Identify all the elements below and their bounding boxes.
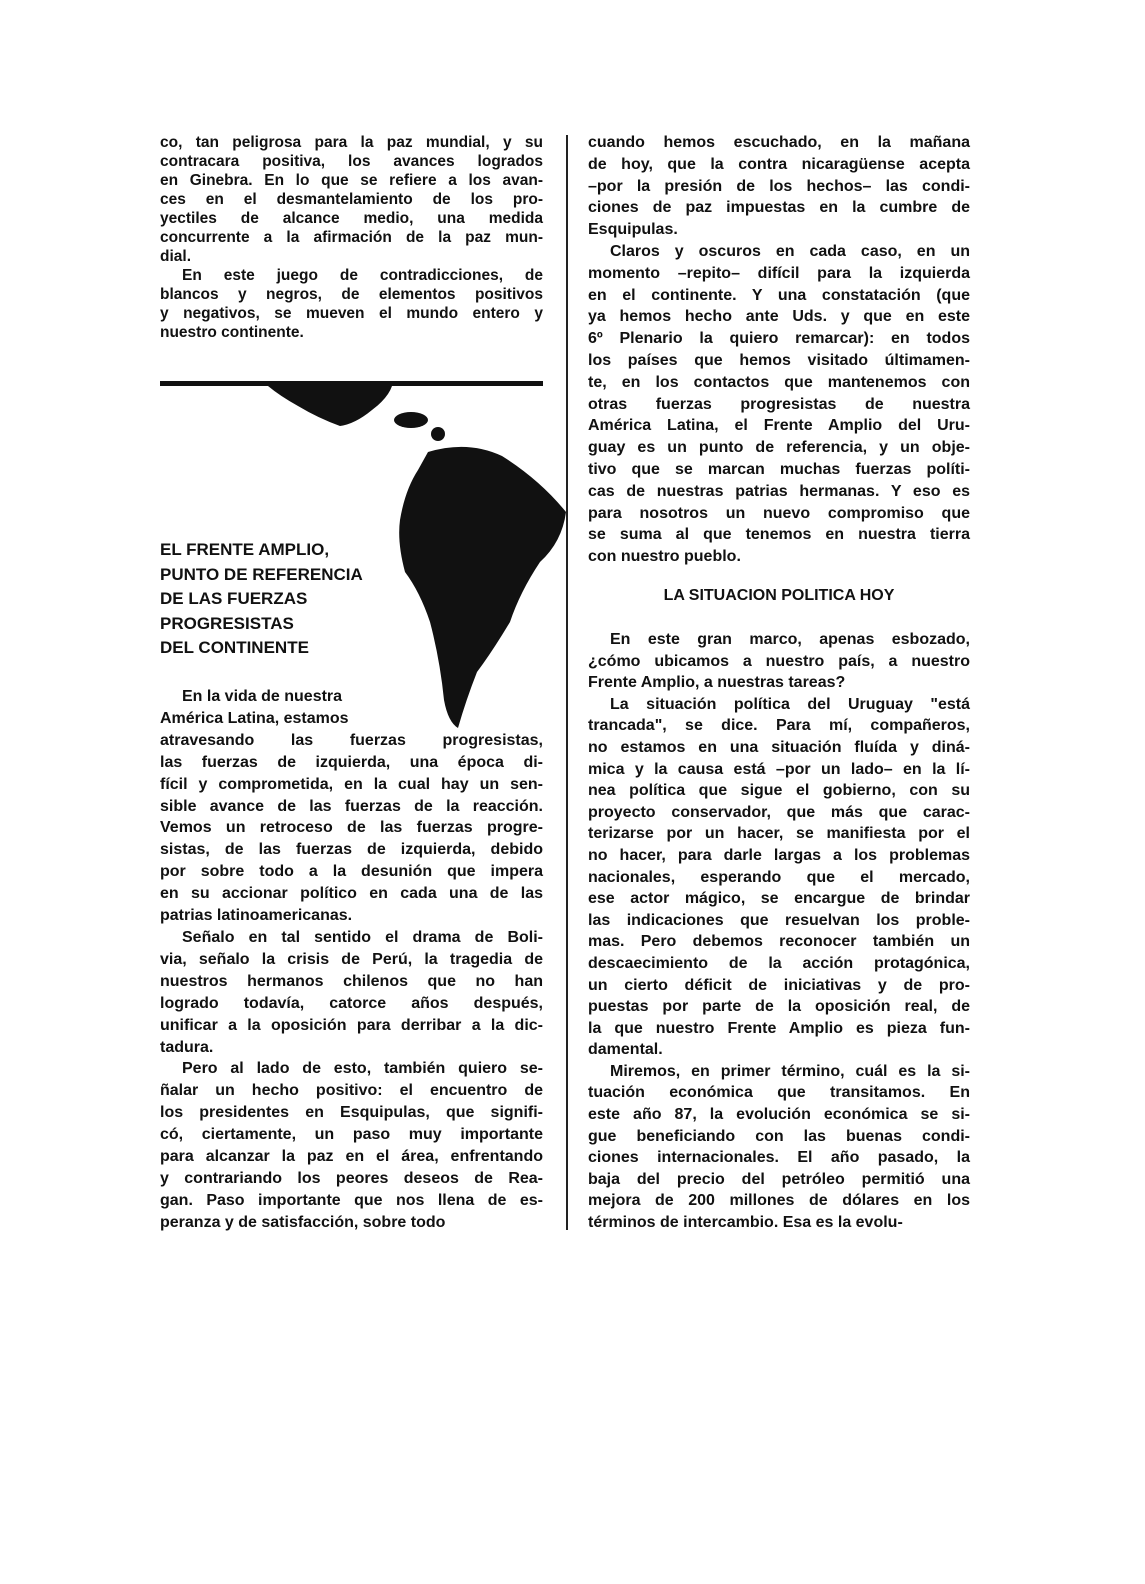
text-line: América Latina, estamos: [160, 709, 349, 727]
text-line: este año 87, la evolución económica se si-: [588, 1106, 970, 1124]
text-line: –por la presión de los hechos– las condi-: [588, 177, 970, 195]
text-line: términos de intercambio. Esa es la evolu-: [588, 1214, 903, 1232]
text-line: y negativos, se mueven el mundo entero y: [160, 305, 543, 322]
text-line: patrias latinoamericanas.: [160, 907, 353, 925]
text-line: En este gran marco, apenas esbozado,: [610, 631, 970, 648]
text-line: dial.: [160, 248, 192, 265]
text-line: ese actor mágico, se encargue de brindar: [588, 890, 970, 908]
text-line: terizarse por un hacer, se manifiesta por el: [588, 825, 970, 843]
text-line: nea política que sigue el gobierno, con su: [588, 782, 970, 800]
caribbean-island: [431, 427, 445, 441]
text-line: tadura.: [160, 1038, 214, 1056]
text-line: Esquipulas.: [588, 221, 678, 239]
text-line: via, señalo la crisis de Perú, la tragedia de: [160, 950, 543, 968]
text-line: ciones de paz impuestas en la cumbre de: [588, 199, 970, 217]
text-line: ¿cómo ubicamos a nuestro país, a nuestro: [588, 652, 970, 670]
text-line: América Latina, el Frente Amplio del Uru-: [588, 417, 970, 435]
text-line: tuación económica que transitamos. En: [588, 1084, 970, 1102]
text-line: la que nuestro Frente Amplio es pieza fun-: [588, 1019, 970, 1037]
paragraph: [160, 266, 543, 342]
text-line: unificar a la oposición para derribar a la dic-: [160, 1016, 543, 1034]
text-line: con nuestro pueblo.: [588, 548, 741, 566]
text-line: se suma al que tenemos en nuestra tierra: [588, 526, 970, 544]
paragraph: [588, 241, 970, 568]
paragraph: [160, 927, 543, 1058]
paragraph: [160, 1058, 543, 1233]
text-line: Claros y oscuros en cada caso, en un: [610, 242, 970, 260]
text-line: para alcanzar la paz en el área, enfrentando: [160, 1148, 543, 1166]
text-line: tivo que se marcan muchas fuerzas políti-: [588, 460, 970, 478]
right-column-body: [588, 629, 970, 1234]
text-line: en el continente. Y una constatación (que: [588, 286, 970, 304]
text-line: y contrariando los peores deseos de Rea-: [160, 1169, 543, 1187]
heading-line: DEL CONTINENTE: [160, 638, 309, 658]
text-line: ñalar un hecho positivo: el encuentro de: [160, 1082, 543, 1100]
left-column-body: [160, 686, 543, 1234]
text-line: cuando hemos escuchado, en la mañana: [588, 134, 970, 151]
paragraph: [588, 132, 970, 241]
section-rule: [160, 381, 543, 386]
text-line: ciones internacionales. El año pasado, la: [588, 1149, 970, 1167]
paragraph: [160, 686, 543, 927]
text-line: baja del precio del petróleo permitió una: [588, 1170, 970, 1188]
heading-line: EL FRENTE AMPLIO,: [160, 540, 330, 559]
text-line: los presidentes en Esquipulas, que signifi-: [160, 1104, 543, 1122]
column-divider: [566, 135, 568, 1230]
text-line: en Ginebra. En lo que se refiere a los avan-: [160, 172, 543, 189]
text-line: Frente Amplio, a nuestras tareas?: [588, 674, 846, 692]
text-line: atravesando las fuerzas progresistas,: [160, 731, 543, 749]
text-line: Señalo en tal sentido el drama de Boli-: [182, 928, 543, 946]
text-line: las indicaciones que resuelvan los proble-: [588, 911, 970, 929]
text-line: En la vida de nuestra: [182, 688, 343, 705]
text-line: peranza y de satisfacción, sobre todo: [160, 1213, 446, 1231]
heading-line: PUNTO DE REFERENCIA: [160, 564, 363, 584]
paragraph: [160, 133, 543, 266]
text-line: Vemos un retroceso de las fuerzas progre-: [160, 819, 543, 837]
text-line: gue beneficiando con las buenas condi-: [588, 1127, 970, 1145]
central-america-shape: [268, 386, 392, 426]
text-line: sible avance de las fuerzas de la reacción.: [160, 797, 543, 815]
text-line: contracara positiva, los avances logrados: [160, 153, 543, 170]
text-line: de hoy, que la contra nicaragüense acepta: [588, 155, 970, 173]
text-line: nuestros hermanos chilenos que no han: [160, 972, 543, 990]
text-line: La situación política del Uruguay "está: [610, 695, 970, 713]
text-line: las fuerzas de izquierda, una época di-: [160, 753, 543, 771]
text-line: sistas, de las fuerzas de izquierda, debido: [160, 841, 543, 859]
text-line: nacionales, esperando que el mercado,: [588, 868, 970, 886]
text-line: nuestro continente.: [160, 324, 304, 341]
text-line: te, en los contactos que mantenemos con: [588, 373, 970, 391]
text-line: co, tan peligrosa para la paz mundial, y su: [160, 134, 543, 151]
text-line: proyecto conservador, que más que carac-: [588, 803, 970, 821]
right-section-heading: LA SITUACION POLITICA HOY: [663, 587, 895, 604]
left-section-heading: [160, 538, 363, 661]
text-line: trancada", se dice. Para mí, compañeros,: [588, 717, 970, 735]
text-line: yectiles de alcance medio, una medida: [160, 210, 543, 227]
text-line: Miremos, en primer término, cuál es la si-: [610, 1062, 970, 1080]
text-line: guay es un punto de referencia, y un obje-: [588, 439, 970, 457]
paragraph: [588, 694, 970, 1061]
left-column-intro: [160, 133, 543, 342]
heading-line: PROGRESISTAS: [160, 613, 294, 633]
text-line: en su accionar político en cada una de las: [160, 885, 543, 903]
text-line: 6º Plenario la quiero remarcar): en todos: [588, 330, 970, 348]
text-line: logrado todavía, catorce años después,: [160, 994, 543, 1012]
text-line: para nosotros un nuevo compromiso que: [588, 504, 970, 522]
right-column-intro: [588, 132, 970, 568]
text-line: blancos y negros, de elementos positivos: [160, 286, 543, 303]
text-line: cas de nuestras patrias hermanas. Y eso es: [588, 482, 970, 500]
text-line: puestas por parte de la oposición real, de: [588, 998, 970, 1016]
text-line: no estamos en una situación fluída y diná-: [588, 738, 970, 756]
text-line: no hacer, para darle largas a los problemas: [588, 846, 970, 864]
text-line: có, ciertamente, un paso muy importante: [160, 1126, 543, 1144]
text-line: mejora de 200 millones de dólares en los: [588, 1192, 970, 1210]
text-line: por sobre todo a la desunión que impera: [160, 863, 543, 881]
text-line: momento –repito– difícil para la izquierda: [588, 264, 970, 282]
text-line: ces en el desmantelamiento de los pro-: [160, 191, 543, 208]
heading-line: DE LAS FUERZAS: [160, 589, 308, 609]
text-line: Pero al lado de esto, también quiero se-: [182, 1060, 543, 1078]
text-line: descaecimiento de la acción protagónica,: [588, 954, 970, 972]
text-line: En este juego de contradicciones, de: [182, 267, 543, 284]
paragraph: [588, 629, 970, 694]
text-line: damental.: [588, 1041, 663, 1059]
text-line: otras fuerzas progresistas de nuestra: [588, 395, 970, 413]
text-line: concurrente a la afirmación de la paz mun-: [160, 229, 543, 246]
text-line: un cierto déficit de iniciativas y de pro-: [588, 976, 970, 994]
text-line: fícil y comprometida, en la cual hay un sen-: [160, 775, 543, 793]
paragraph: [588, 1061, 970, 1234]
caribbean-island: [394, 412, 428, 428]
text-line: los países que hemos visitado últimamen-: [588, 351, 970, 369]
text-line: mica y la causa está –por un lado– en la lí-: [588, 760, 970, 778]
text-line: ya hemos hecho ante Uds. y que en este: [588, 308, 970, 326]
text-line: mas. Pero debemos reconocer también un: [588, 933, 970, 951]
text-line: gan. Paso importante que nos llena de es-: [160, 1191, 543, 1209]
